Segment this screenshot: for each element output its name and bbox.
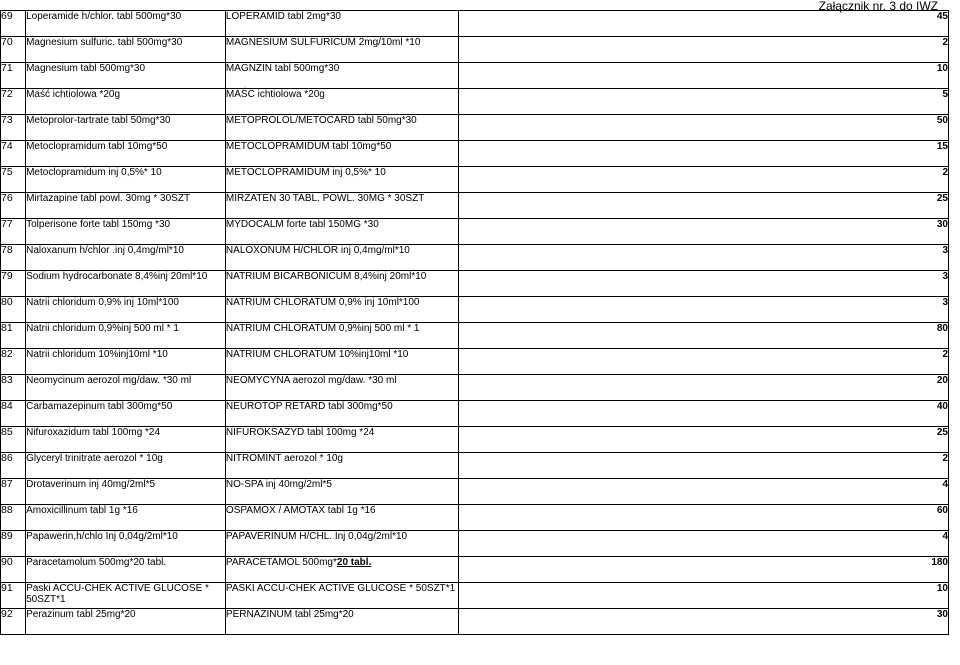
row-number <box>1 11 26 37</box>
drug-name-text: Paski ACCU-CHEK ACTIVE GLUCOSE * 50SZT*1 <box>26 583 209 605</box>
drug-name <box>26 193 226 219</box>
drug-name <box>26 505 226 531</box>
drug-name-text: Metoclopramidum inj 0,5%* 10 <box>26 167 162 178</box>
row-number <box>1 453 26 479</box>
drug-name-text: Magnesium tabl 500mg*30 <box>26 63 146 74</box>
drug-equivalent <box>225 427 458 453</box>
drug-name <box>26 427 226 453</box>
table-row <box>1 453 949 479</box>
row-number <box>1 245 26 271</box>
quantity-text: 3 <box>942 271 948 282</box>
drug-name <box>26 115 226 141</box>
quantity-text: 5 <box>942 89 948 100</box>
drug-table <box>0 10 949 635</box>
drug-name <box>26 479 226 505</box>
quantity-text: 50 <box>936 115 948 126</box>
table-row <box>1 141 949 167</box>
drug-name-text: Natrii chloridum 0,9%inj 500 ml * 1 <box>26 323 179 334</box>
drug-equivalent <box>225 323 458 349</box>
quantity <box>458 245 948 271</box>
drug-equivalent-text: NATRIUM CHLORATUM 0,9% inj 10ml*100 <box>225 297 420 308</box>
row-number <box>1 401 26 427</box>
quantity <box>458 11 948 37</box>
drug-equivalent <box>225 37 458 63</box>
row-number-text: 83 <box>1 374 13 386</box>
drug-equivalent <box>225 531 458 557</box>
drug-equivalent <box>225 193 458 219</box>
drug-name <box>26 557 226 583</box>
drug-name-text: Paracetamolum 500mg*20 tabl. <box>26 557 167 568</box>
table-row <box>1 609 949 635</box>
drug-equivalent-text: MAŚĆ ichtiolowa *20g <box>225 89 325 100</box>
table-row <box>1 323 949 349</box>
table-row <box>1 271 949 297</box>
table-row <box>1 11 949 37</box>
table-row <box>1 557 949 583</box>
quantity-text: 30 <box>936 609 948 620</box>
row-number-text: 70 <box>1 36 13 48</box>
drug-name <box>26 63 226 89</box>
quantity-text: 45 <box>936 11 948 22</box>
drug-equivalent <box>225 401 458 427</box>
quantity-text: 2 <box>942 167 948 178</box>
row-number <box>1 375 26 401</box>
row-number <box>1 193 26 219</box>
quantity-text: 180 <box>931 557 948 568</box>
drug-equivalent <box>225 505 458 531</box>
quantity-text: 2 <box>942 453 948 464</box>
drug-name <box>26 453 226 479</box>
row-number-text: 86 <box>1 452 13 464</box>
quantity <box>458 89 948 115</box>
quantity <box>458 479 948 505</box>
quantity <box>458 557 948 583</box>
drug-name-text: Carbamazepinum tabl 300mg*50 <box>26 401 173 412</box>
row-number <box>1 323 26 349</box>
row-number <box>1 167 26 193</box>
drug-name-text: Perazinum tabl 25mg*20 <box>26 609 136 620</box>
drug-equivalent-text: NEUROTOP RETARD tabl 300mg*50 <box>225 401 393 412</box>
drug-equivalent-text: METOPROLOL/METOCARD tabl 50mg*30 <box>225 115 417 126</box>
drug-name <box>26 89 226 115</box>
table-row <box>1 219 949 245</box>
drug-equivalent <box>225 219 458 245</box>
quantity-text: 80 <box>936 323 948 334</box>
row-number <box>1 349 26 375</box>
quantity-text: 30 <box>936 219 948 230</box>
quantity <box>458 271 948 297</box>
quantity-text: 15 <box>936 141 948 152</box>
row-number-text: 71 <box>1 62 13 74</box>
drug-equivalent-text: NIFUROKSAZYD tabl 100mg *24 <box>225 427 375 438</box>
quantity-text: 10 <box>936 63 948 74</box>
drug-name-text: Natrii chloridum 0,9% inj 10ml*100 <box>26 297 179 308</box>
table-row <box>1 583 949 609</box>
row-number-text: 75 <box>1 166 13 178</box>
drug-equivalent <box>225 63 458 89</box>
row-number-text: 92 <box>1 608 13 620</box>
quantity <box>458 63 948 89</box>
drug-equivalent-text: NITROMINT aerozol * 10g <box>225 453 343 464</box>
drug-equivalent <box>225 453 458 479</box>
quantity <box>458 505 948 531</box>
drug-equivalent <box>225 167 458 193</box>
drug-equivalent-text: NALOXONUM H/CHLOR inj 0,4mg/ml*10 <box>225 245 410 256</box>
drug-name-text: Papawerin,h/chlo Inj 0,04g/2ml*10 <box>26 531 178 542</box>
quantity-text: 60 <box>936 505 948 516</box>
quantity <box>458 323 948 349</box>
table-row <box>1 505 949 531</box>
quantity-text: 4 <box>942 531 948 542</box>
row-number <box>1 583 26 609</box>
drug-equivalent <box>225 11 458 37</box>
drug-equivalent-text: NO-SPA inj 40mg/2ml*5 <box>225 479 332 490</box>
row-number-text: 77 <box>1 218 13 230</box>
drug-name <box>26 141 226 167</box>
row-number-text: 84 <box>1 400 13 412</box>
quantity <box>458 349 948 375</box>
drug-name-text: Drotaverinum inj 40mg/2ml*5 <box>26 479 156 490</box>
table-row <box>1 479 949 505</box>
quantity <box>458 531 948 557</box>
drug-name-text: Natrii chloridum 10%inj10ml *10 <box>26 349 168 360</box>
drug-equivalent <box>225 583 458 609</box>
drug-equivalent <box>225 609 458 635</box>
quantity <box>458 427 948 453</box>
drug-equivalent <box>225 479 458 505</box>
drug-name-text: Glyceryl trinitrate aerozol * 10g <box>26 453 163 464</box>
drug-equivalent-text: NATRIUM BICARBONICUM 8,4%inj 20ml*10 <box>225 271 427 282</box>
quantity-text: 4 <box>942 479 948 490</box>
drug-equivalent-text: PAPAVERINUM H/CHL. Inj 0,04g/2ml*10 <box>225 531 408 542</box>
quantity <box>458 115 948 141</box>
quantity <box>458 609 948 635</box>
row-number-text: 78 <box>1 244 13 256</box>
drug-equivalent <box>225 349 458 375</box>
row-number-text: 74 <box>1 140 13 152</box>
row-number <box>1 427 26 453</box>
quantity <box>458 297 948 323</box>
quantity <box>458 167 948 193</box>
row-number-text: 91 <box>1 582 13 594</box>
row-number-text: 69 <box>1 10 13 22</box>
drug-equivalent-text: PARACETAMOL 500mg* <box>225 557 337 568</box>
table-row <box>1 427 949 453</box>
table-row <box>1 401 949 427</box>
table-row <box>1 167 949 193</box>
row-number-text: 88 <box>1 504 13 516</box>
table-row <box>1 245 949 271</box>
drug-equivalent <box>225 375 458 401</box>
quantity-text: 3 <box>942 297 948 308</box>
table-row <box>1 89 949 115</box>
drug-name-text: Maść ichtiolowa *20g <box>26 89 121 100</box>
drug-equivalent-text: MYDOCALM forte tabl 150MG *30 <box>225 219 379 230</box>
drug-equivalent-text: MAGNESIUM SULFURICUM 2mg/10ml *10 <box>225 37 421 48</box>
drug-name-text: Loperamide h/chlor. tabl 500mg*30 <box>26 11 182 22</box>
row-number <box>1 37 26 63</box>
row-number-text: 76 <box>1 192 13 204</box>
drug-name <box>26 11 226 37</box>
drug-name-text: Sodium hydrocarbonate 8,4%inj 20ml*10 <box>26 271 208 282</box>
drug-equivalent <box>225 297 458 323</box>
drug-name <box>26 245 226 271</box>
drug-equivalent-text: NATRIUM CHLORATUM 0,9%inj 500 ml * 1 <box>225 323 420 334</box>
row-number-text: 90 <box>1 556 13 568</box>
table-row <box>1 37 949 63</box>
table-row <box>1 531 949 557</box>
drug-name-text: Mirtazapine tabl powl. 30mg * 30SZT <box>26 193 191 204</box>
quantity <box>458 219 948 245</box>
row-number <box>1 219 26 245</box>
drug-equivalent-underlined: 20 tabl. <box>336 557 372 568</box>
row-number <box>1 609 26 635</box>
drug-equivalent-text: PASKI ACCU-CHEK ACTIVE GLUCOSE * 50SZT*1 <box>225 583 456 594</box>
table-row <box>1 297 949 323</box>
quantity-text: 20 <box>936 375 948 386</box>
drug-name-text: Metoclopramidum tabl 10mg*50 <box>26 141 168 152</box>
row-number-text: 87 <box>1 478 13 490</box>
drug-name <box>26 219 226 245</box>
drug-equivalent <box>225 141 458 167</box>
drug-equivalent-text: PERNAZINUM tabl 25mg*20 <box>225 609 354 620</box>
drug-name <box>26 375 226 401</box>
drug-equivalent-text: METOCLOPRAMIDUM inj 0,5%* 10 <box>225 167 386 178</box>
row-number-text: 89 <box>1 530 13 542</box>
row-number-text: 80 <box>1 296 13 308</box>
drug-name <box>26 609 226 635</box>
quantity-text: 2 <box>942 349 948 360</box>
drug-equivalent-text: NATRIUM CHLORATUM 10%inj10ml *10 <box>225 349 409 360</box>
drug-equivalent-text: MIRZATEN 30 TABL. POWL. 30MG * 30SZT <box>225 193 425 204</box>
row-number <box>1 271 26 297</box>
annex-label: Załącznik nr. 3 do IWZ <box>818 0 938 13</box>
drug-name <box>26 271 226 297</box>
drug-name-text: Magnesium sulfuric. tabl 500mg*30 <box>26 37 183 48</box>
drug-equivalent-text: METOCLOPRAMIDUM tabl 10mg*50 <box>225 141 392 152</box>
quantity-text: 25 <box>936 427 948 438</box>
drug-name-text: Nifuroxazidum tabl 100mg *24 <box>26 427 161 438</box>
drug-name <box>26 531 226 557</box>
drug-equivalent <box>225 115 458 141</box>
table-row <box>1 375 949 401</box>
table-row <box>1 349 949 375</box>
drug-equivalent-text: OSPAMOX / AMOTAX tabl 1g *16 <box>225 505 376 516</box>
quantity <box>458 375 948 401</box>
drug-equivalent-text: NEOMYCYNA aerozol mg/daw. *30 ml <box>225 375 397 386</box>
row-number-text: 79 <box>1 270 13 282</box>
table-row <box>1 193 949 219</box>
drug-name <box>26 401 226 427</box>
row-number <box>1 505 26 531</box>
row-number <box>1 531 26 557</box>
quantity <box>458 453 948 479</box>
row-number <box>1 479 26 505</box>
row-number <box>1 141 26 167</box>
row-number-text: 73 <box>1 114 13 126</box>
drug-name <box>26 349 226 375</box>
quantity-text: 40 <box>936 401 948 412</box>
table-row <box>1 63 949 89</box>
quantity <box>458 401 948 427</box>
row-number-text: 82 <box>1 348 13 360</box>
row-number <box>1 297 26 323</box>
quantity <box>458 37 948 63</box>
quantity <box>458 193 948 219</box>
drug-name <box>26 37 226 63</box>
drug-name <box>26 167 226 193</box>
drug-equivalent-text: LOPERAMID tabl 2mg*30 <box>225 11 341 22</box>
quantity-text: 2 <box>942 37 948 48</box>
quantity-text: 10 <box>936 583 948 594</box>
drug-name-text: Tolperisone forte tabl 150mg *30 <box>26 219 171 230</box>
drug-equivalent-text: MAGNZIN tabl 500mg*30 <box>225 63 340 74</box>
drug-name <box>26 583 226 609</box>
row-number-text: 85 <box>1 426 13 438</box>
row-number-text: 72 <box>1 88 13 100</box>
drug-name-text: Amoxicillinum tabl 1g *16 <box>26 505 138 516</box>
quantity-text: 3 <box>942 245 948 256</box>
drug-table-body <box>1 11 949 635</box>
drug-equivalent <box>225 245 458 271</box>
row-number-text: 81 <box>1 322 13 334</box>
quantity <box>458 583 948 609</box>
quantity-text: 25 <box>936 193 948 204</box>
drug-name-text: Neomycinum aerozol mg/daw. *30 ml <box>26 375 192 386</box>
row-number <box>1 557 26 583</box>
drug-equivalent <box>225 271 458 297</box>
table-row <box>1 115 949 141</box>
drug-name-text: Metoprolor-tartrate tabl 50mg*30 <box>26 115 171 126</box>
drug-name <box>26 323 226 349</box>
row-number <box>1 63 26 89</box>
drug-equivalent <box>225 557 458 583</box>
quantity <box>458 141 948 167</box>
row-number <box>1 89 26 115</box>
row-number <box>1 115 26 141</box>
drug-equivalent <box>225 89 458 115</box>
drug-name <box>26 297 226 323</box>
drug-name-text: Naloxanum h/chlor .inj 0,4mg/ml*10 <box>26 245 184 256</box>
